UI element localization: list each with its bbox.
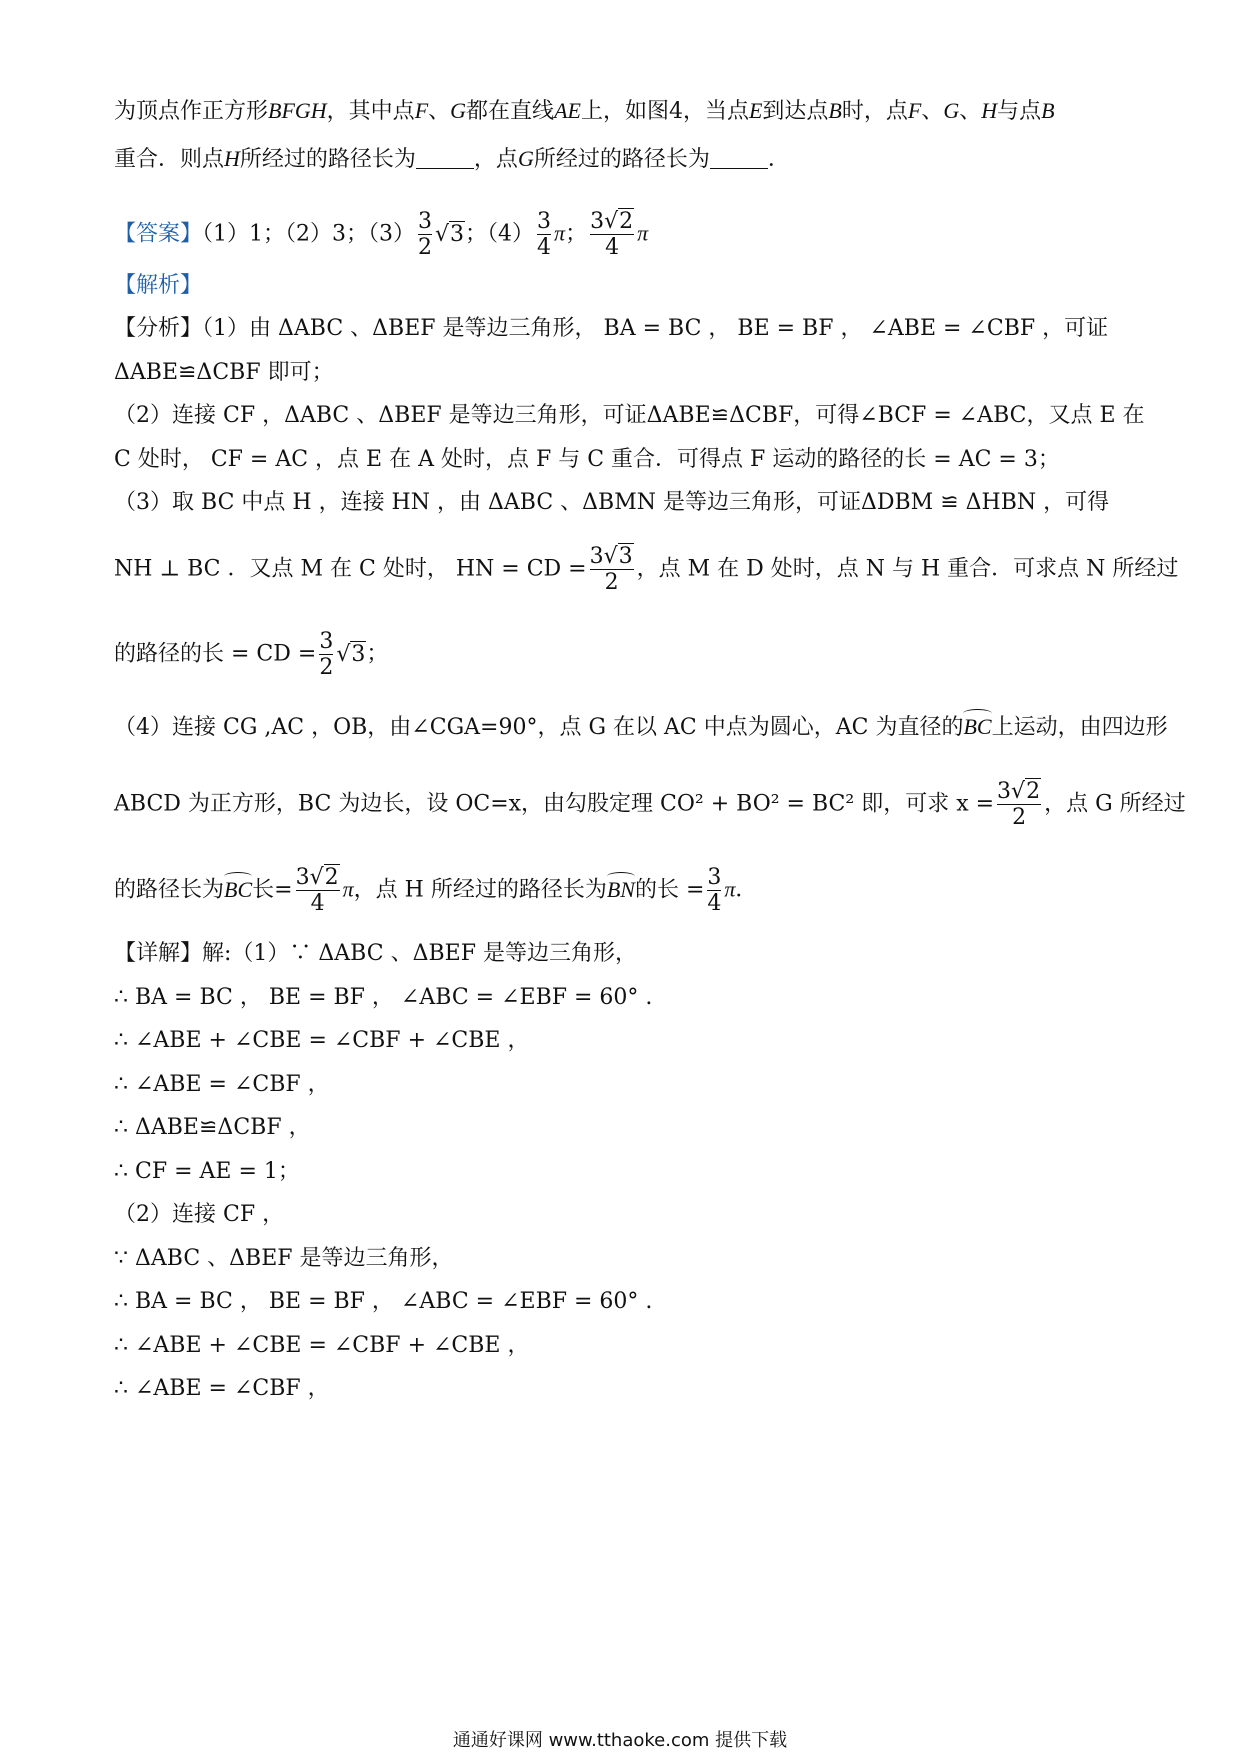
analysis-line-5: （3）取 BC 中点 H ，连接 HN ，由 ΔABC 、ΔBMN 是等边三角形，可证ΔDBM ≌ ΔHBN ，可得 <box>114 490 1110 515</box>
page-footer: 通通好课网 www.tthaoke.com 提供下载 <box>452 1730 788 1751</box>
answer-frac-3: $\frac{3√2}{4}$ <box>590 209 634 261</box>
analysis-line-10: 的路径长为BC长= $\frac{3√2}{4}$ π，点 H 所经过的路径长为BN的长 = $\frac{3}{4}$ π． <box>114 865 758 917</box>
analysis-line-2: ΔABE≌ΔCBF 即可； <box>114 360 334 385</box>
analysis-line-6: NH ⊥ BC ．又点 M 在 C 处时， HN = CD = $\frac{3√3}{2}$ ，点 M 在 D 处时，点 N 与 H 重合．可求点 N 所经过 <box>114 544 1179 596</box>
detail-line-1: 【详解】解:（1）∵ ΔABC 、ΔBEF 是等边三角形， <box>114 941 637 966</box>
answer-line: 【答案】（1）1；（2）3；（3） $\frac{3}{2}$ √3；（4） $\frac{3}{4}$ π； $\frac{3√2}{4}$ π <box>114 209 649 261</box>
answer-frac-2: $\frac{3}{4}$ <box>537 209 552 261</box>
analysis-line-9: ABCD 为正方形，BC 为边长，设 OC=x，由勾股定理 CO² + BO² = BC² 即，可求 x = $\frac{3√2}{2}$ ，点 G 所经过 <box>114 779 1186 831</box>
detail-line-7: （2）连接 CF ， <box>114 1202 285 1227</box>
detail-line-10: ∴ ∠ABE + ∠CBE = ∠CBF + ∠CBE ， <box>114 1333 530 1358</box>
answer-blank-1 <box>416 148 474 169</box>
detail-line-2: ∴ BA = BC ， BE = BF ， ∠ABC = ∠EBF = 60° . <box>114 985 653 1010</box>
analysis-heading: 【解析】 <box>114 273 203 298</box>
analysis-line-4: C 处时， CF = AC ，点 E 在 A 处时，点 F 与 C 重合．可得点 F 运动的路径的长 = AC = 3； <box>114 447 1060 472</box>
analysis-line-8: （4）连接 CG ,AC ，OB，由∠CGA=90°，点 G 在以 AC 中点为圆心，AC 为直径的BC上运动，由四边形 <box>114 714 1168 740</box>
detail-line-11: ∴ ∠ABE = ∠CBF ， <box>114 1376 330 1401</box>
problem-line-2: 重合．则点H所经过的路径长为 ，点G所经过的路径长为 ． <box>114 146 790 172</box>
answer-blank-2 <box>710 148 768 169</box>
detail-line-9: ∴ BA = BC ， BE = BF ， ∠ABC = ∠EBF = 60° . <box>114 1289 653 1314</box>
analysis-line-3: （2）连接 CF ，ΔABC 、ΔBEF 是等边三角形，可证ΔABE≌ΔCBF，可得∠BCF = ∠ABC，又点 E 在 <box>114 403 1145 428</box>
detail-line-4: ∴ ∠ABE = ∠CBF ， <box>114 1072 330 1097</box>
arc-bn: BN <box>606 876 635 902</box>
analysis-line-7: 的路径的长 = CD = $\frac{3}{2}$ √3； <box>114 629 389 681</box>
analysis-line-1: 【分析】（1）由 ΔABC 、ΔBEF 是等边三角形， BA = BC ， BE = BF ， ∠ABE = ∠CBF ，可证 <box>114 316 1109 341</box>
detail-line-5: ∴ ΔABE≌ΔCBF ， <box>114 1115 311 1140</box>
answer-frac-1: $\frac{3}{2}$ <box>418 209 433 261</box>
answer-tag: 【答案】 <box>114 221 203 247</box>
problem-line-1: 为顶点作正方形BFGH，其中点F、G都在直线AE上，如图4，当点E到达点B时，点F、G、H与点B <box>114 98 1055 124</box>
detail-line-8: ∵ ΔABC 、ΔBEF 是等边三角形， <box>114 1246 454 1271</box>
arc-bc-2: BC <box>224 876 253 902</box>
detail-line-6: ∴ CF = AE = 1； <box>114 1159 300 1184</box>
detail-line-3: ∴ ∠ABE + ∠CBE = ∠CBF + ∠CBE ， <box>114 1028 530 1053</box>
arc-bc: BC <box>963 714 992 739</box>
